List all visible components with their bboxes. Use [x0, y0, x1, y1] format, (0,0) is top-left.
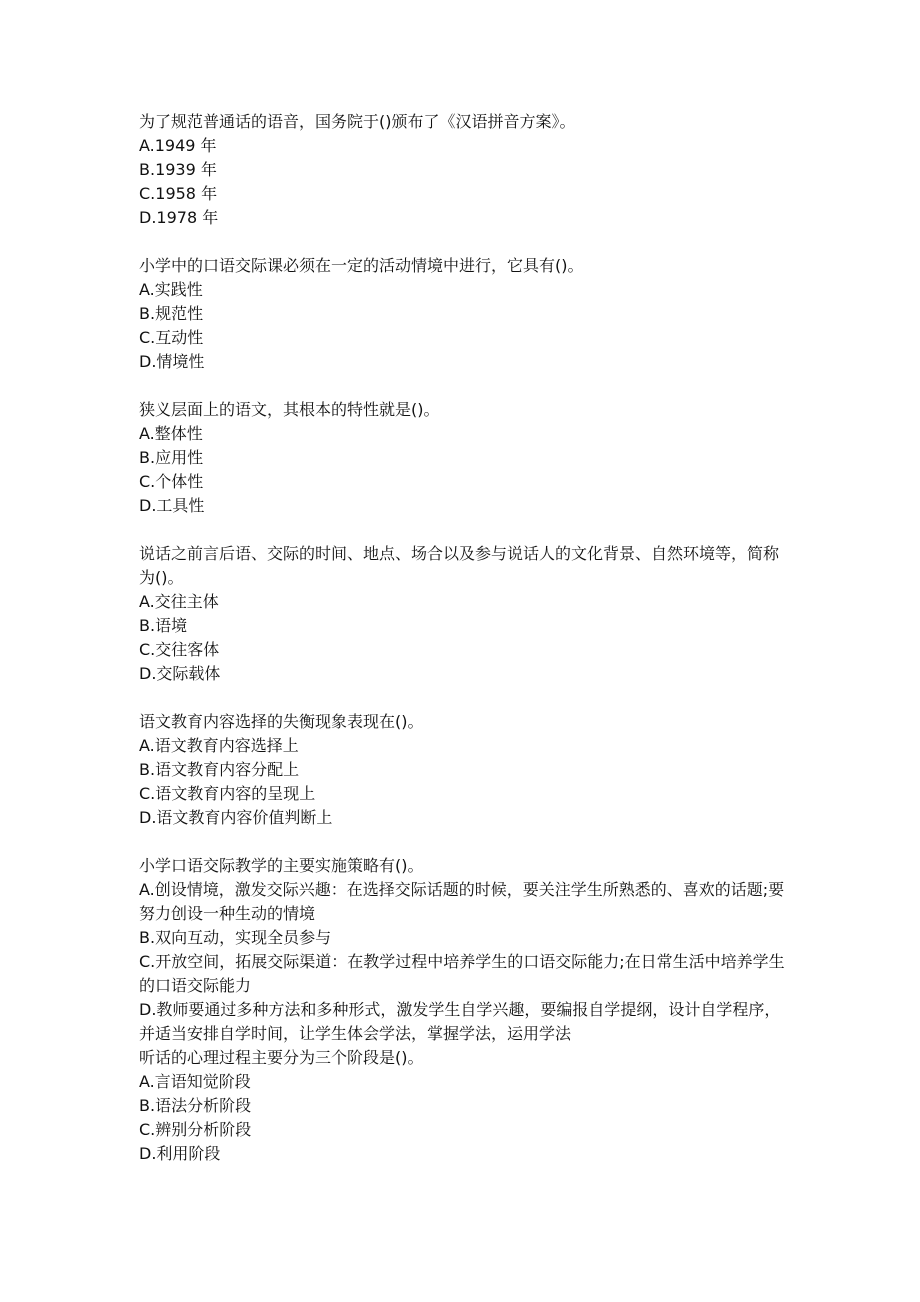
option-c: C.辨别分析阶段 — [139, 1120, 252, 1139]
option-c: C.互动性 — [139, 328, 204, 347]
question-block — [139, 710, 789, 830]
spacer — [139, 830, 789, 854]
question-block — [139, 854, 789, 1046]
question-text: 说话之前言后语、交际的时间、地点、场合以及参与说话人的文化背景、自然环境等，简称为()。 — [139, 544, 780, 587]
question-block — [139, 1046, 789, 1166]
option-d: D.语文教育内容价值判断上 — [139, 808, 333, 827]
question-list — [139, 110, 789, 1166]
option-b: B.语法分析阶段 — [139, 1096, 252, 1115]
option-a: A.1949 年 — [139, 136, 217, 155]
option-a: A.整体性 — [139, 424, 203, 443]
option-d: D.教师要通过多种方法和多种形式，激发学生自学兴趣，要编报自学提纲，设计自学程序，并适当安排自学时间，让学生体会学法，掌握学法，运用学法 — [139, 1000, 781, 1043]
option-a: A.交往主体 — [139, 592, 219, 611]
question-text: 为了规范普通话的语音，国务院于()颁布了《汉语拼音方案》。 — [139, 112, 576, 131]
question-text: 语文教育内容选择的失衡现象表现在()。 — [139, 712, 424, 731]
question-text: 听话的心理过程主要分为三个阶段是()。 — [139, 1048, 424, 1067]
option-c: C.开放空间，拓展交际渠道：在教学过程中培养学生的口语交际能力;在日常生活中培养学生的口语交际能力 — [139, 952, 785, 995]
question-block — [139, 398, 789, 518]
option-c: C.1958 年 — [139, 184, 218, 203]
option-d: D.交际载体 — [139, 664, 221, 683]
option-b: B.1939 年 — [139, 160, 217, 179]
question-text: 小学口语交际教学的主要实施策略有()。 — [139, 856, 424, 875]
spacer — [139, 230, 789, 254]
option-d: D.利用阶段 — [139, 1144, 221, 1163]
question-text: 小学中的口语交际课必须在一定的活动情境中进行，它具有()。 — [139, 256, 584, 275]
option-b: B.规范性 — [139, 304, 204, 323]
option-c: C.语文教育内容的呈现上 — [139, 784, 316, 803]
question-text: 狭义层面上的语文，其根本的特性就是()。 — [139, 400, 440, 419]
option-b: B.语境 — [139, 616, 188, 635]
spacer — [139, 686, 789, 710]
option-d: D.情境性 — [139, 352, 205, 371]
question-block — [139, 254, 789, 374]
option-b: B.双向互动，实现全员参与 — [139, 928, 332, 947]
option-a: A.言语知觉阶段 — [139, 1072, 251, 1091]
option-c: C.交往客体 — [139, 640, 220, 659]
option-d: D.1978 年 — [139, 208, 219, 227]
question-block — [139, 542, 789, 686]
option-b: B.应用性 — [139, 448, 204, 467]
option-a: A.创设情境，激发交际兴趣：在选择交际话题的时候，要关注学生所熟悉的、喜欢的话题;要努力创设一种生动的情境 — [139, 880, 785, 923]
option-d: D.工具性 — [139, 496, 205, 515]
option-a: A.语文教育内容选择上 — [139, 736, 299, 755]
question-block — [139, 110, 789, 230]
spacer — [139, 374, 789, 398]
option-b: B.语文教育内容分配上 — [139, 760, 300, 779]
spacer — [139, 518, 789, 542]
option-a: A.实践性 — [139, 280, 203, 299]
option-c: C.个体性 — [139, 472, 204, 491]
